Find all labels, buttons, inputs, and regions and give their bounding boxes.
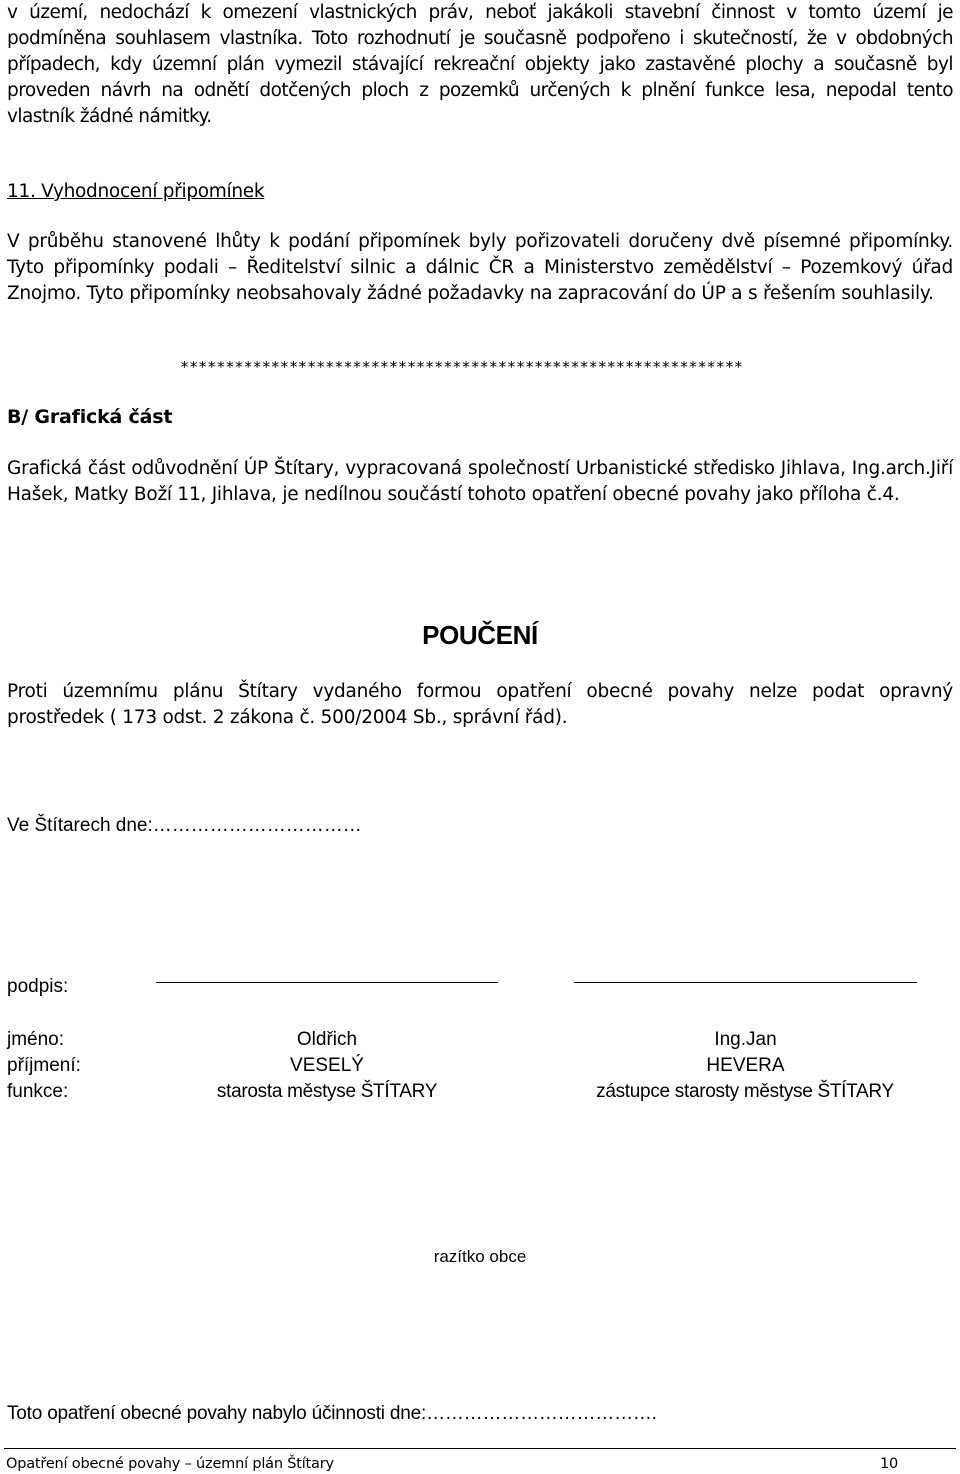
footer-page-number: 10: [880, 1456, 899, 1472]
right-signatory-surname: HEVERA: [706, 1055, 785, 1076]
left-signatory-surname: VESELÝ: [290, 1055, 364, 1076]
footer-divider: [4, 1448, 956, 1449]
effective-date-line: Toto opatření obecné povahy nabylo účinnosti dne:……………………………….: [7, 1403, 657, 1424]
section-b-paragraph: Grafická část odůvodnění ÚP Štítary, vypracovaná společností Urbanistické středisko Jihlava, Ing.arch.Jiří Hašek, Matky Boží 11, Jihlava, je nedílnou součástí tohoto opatření obecné povahy jako příloha č.4.: [7, 458, 953, 505]
intro-paragraph: v území, nedochází k omezení vlastnických práv, neboť jakákoli stavební činnost v tomto území je podmíněna souhlasem vlastníka. Toto rozhodnutí je současně podpořeno i skutečností, že v obdobných případech, kdy územní plán vymezil stávající rekreační objekty jako zastavěné plochy a současně byl proveden návrh na odnětí dotčených ploch z pozemků určených k plnění funkce lesa, nepodal tento vlastník žádné námitky.: [7, 2, 953, 127]
label-funkce: funkce:: [7, 1081, 69, 1102]
pouceni-paragraph: Proti územnímu plánu Štítary vydaného formou opatření obecné povahy nelze podat opravný prostředek ( 173 odst. 2 zákona č. 500/2004 Sb., správní řád).: [7, 681, 953, 728]
left-signatory-function: starosta městyse ŠTÍTARY: [216, 1081, 438, 1102]
stamp-label: razítko obce: [433, 1247, 527, 1266]
signature-line-left: [156, 982, 498, 983]
right-signatory-first-name: Ing.Jan: [714, 1029, 777, 1050]
section-11-heading: 11. Vyhodnocení připomínek: [7, 181, 265, 202]
section-b-heading: B/ Grafická část: [7, 406, 173, 428]
label-jmeno: jméno:: [7, 1029, 65, 1050]
right-signatory-function: zástupce starosty městyse ŠTÍTARY: [596, 1081, 894, 1102]
place-date-line: Ve Štítarech dne:……………………………: [7, 815, 362, 836]
pouceni-title: POUČENÍ: [422, 620, 538, 650]
separator-stars: **************************************************************: [180, 358, 744, 376]
left-signatory-first-name: Oldřich: [296, 1029, 358, 1050]
signature-line-right: [574, 982, 917, 983]
label-podpis: podpis:: [7, 976, 69, 997]
section-11-paragraph: V průběhu stanovené lhůty k podání připomínek byly pořizovateli doručeny dvě písemné připomínky. Tyto připomínky podali – Ředitelství silnic a dálnic ČR a Ministerstvo zemědělství – Pozemkový úřad Znojmo. Tyto připomínky neobsahovaly žádné požadavky na zapracování do ÚP a s řešením souhlasily.: [7, 231, 953, 304]
footer-title: Opatření obecné povahy – územní plán Štítary: [6, 1456, 334, 1472]
label-prijmeni: příjmení:: [7, 1055, 81, 1076]
